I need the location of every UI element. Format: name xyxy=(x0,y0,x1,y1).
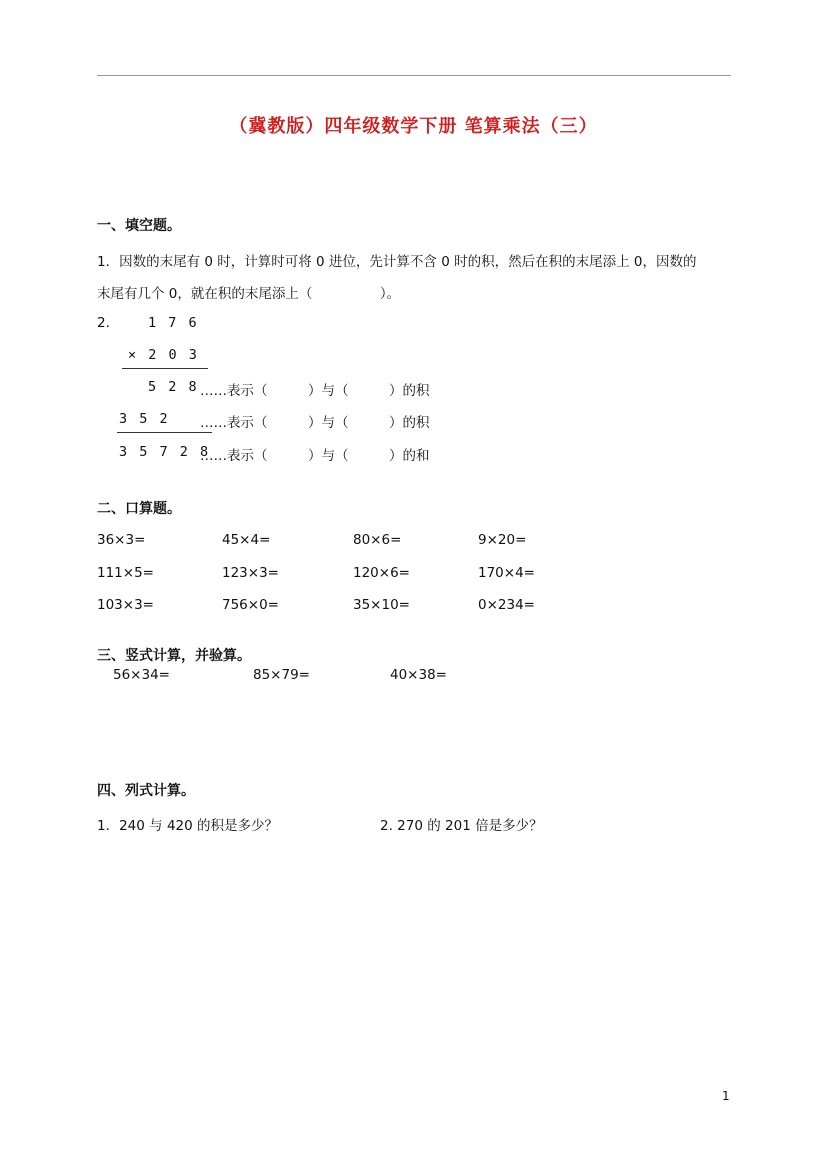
oral-item: 80×6= xyxy=(353,532,402,548)
partial-product-1: 5 2 8 xyxy=(148,379,199,395)
oral-item: 35×10= xyxy=(353,597,410,613)
multiplication-line xyxy=(122,368,208,369)
final-product: 3 5 7 2 8 xyxy=(119,444,211,460)
section-4-heading: 四、列式计算。 xyxy=(97,783,195,799)
sum-line xyxy=(117,432,212,433)
partial-product-2: 3 5 2 xyxy=(119,411,170,427)
page-title: （冀教版）四年级数学下册 笔算乘法（三） xyxy=(229,116,598,137)
question-2-label: 2. xyxy=(97,315,110,331)
final-product-note: ……表示（ ）与（ ）的和 xyxy=(200,448,430,464)
vertical-calc-item: 56×34= xyxy=(113,667,170,683)
question-1-line-1: 1．因数的末尾有 0 时，计算时可将 0 进位，先计算不含 0 时的积，然后在积的末尾添上 0，因数的 xyxy=(97,254,697,270)
question-1-line-2: 末尾有几个 0，就在积的末尾添上（ ）。 xyxy=(97,286,401,302)
oral-item: 45×4= xyxy=(222,532,271,548)
oral-item: 123×3= xyxy=(222,565,279,581)
oral-item: 120×6= xyxy=(353,565,410,581)
word-problem-item: 2. 270 的 201 倍是多少？ xyxy=(380,818,543,834)
oral-item: 0×234= xyxy=(478,597,535,613)
word-problem-item: 1．240 与 420 的积是多少？ xyxy=(97,818,278,834)
vertical-calc-item: 85×79= xyxy=(253,667,310,683)
oral-item: 9×20= xyxy=(478,532,527,548)
multiplier: × 2 0 3 xyxy=(128,347,199,363)
header-rule xyxy=(97,75,731,76)
oral-item: 111×5= xyxy=(97,565,154,581)
vertical-calc-item: 40×38= xyxy=(390,667,447,683)
oral-item: 36×3= xyxy=(97,532,146,548)
section-1-heading: 一、填空题。 xyxy=(97,218,181,234)
section-3-heading: 三、竖式计算，并验算。 xyxy=(97,648,251,664)
oral-item: 103×3= xyxy=(97,597,154,613)
partial-product-1-note: ……表示（ ）与（ ）的积 xyxy=(200,383,430,399)
partial-product-2-note: ……表示（ ）与（ ）的积 xyxy=(200,415,430,431)
oral-item: 756×0= xyxy=(222,597,279,613)
page-number: 1 xyxy=(722,1089,730,1103)
oral-item: 170×4= xyxy=(478,565,535,581)
section-2-heading: 二、口算题。 xyxy=(97,501,181,517)
multiplicand: 1 7 6 xyxy=(148,315,199,331)
